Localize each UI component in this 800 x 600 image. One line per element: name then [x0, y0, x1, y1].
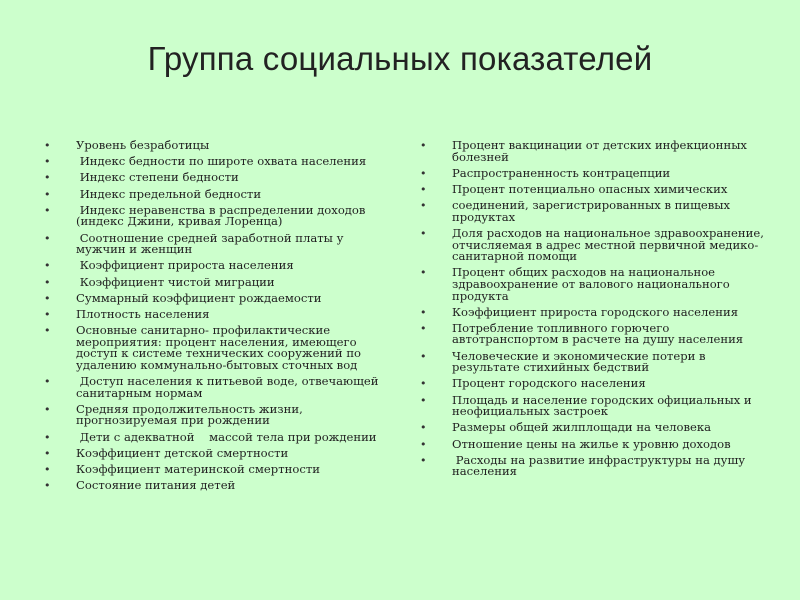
list-item: • Процент потенциально опасных химических [420, 184, 770, 196]
slide-title: Группа социальных показателей [147, 40, 653, 77]
list-item: • Индекс предельной бедности [44, 189, 390, 201]
list-item: • Уровень безработицы [44, 140, 390, 152]
list-item: • Потребление топливного горючего автотранспортом в расчете на душу населения [420, 323, 770, 346]
list-item: • Отношение цены на жилье к уровню доходов [420, 439, 770, 451]
list-item: • Доля расходов на национальное здравоохранение, отчисляемая в адрес местной первичной медико-санитарной помощи [420, 228, 770, 263]
list-item: • Соотношение средней заработной платы у мужчин и женщин [44, 233, 390, 256]
list-item: • Индекс степени бедности [44, 172, 390, 184]
list-item: • Индекс неравенства в распределении доходов (индекс Джини, кривая Лоренца) [44, 205, 390, 228]
list-item: • Процент общих расходов на национальное здравоохранение от валового национального продукта [420, 267, 770, 302]
list-item: • Коэффициент детской смертности [44, 448, 390, 460]
list-item: • Расходы на развитие инфраструктуры на душу населения [420, 455, 770, 478]
list-item: • Плотность населения [44, 309, 390, 321]
list-item: • Средняя продолжительность жизни, прогнозируемая при рождении [44, 404, 390, 427]
list-item: • Процент вакцинации от детских инфекционных болезней [420, 140, 770, 163]
list-item: • Дети с адекватной массой тела при рождении [44, 432, 390, 444]
list-item: • Коэффициент материнской смертности [44, 464, 390, 476]
list-item: • Коэффициент прироста городского населения [420, 307, 770, 319]
list-item: • Размеры общей жилплощади на человека [420, 422, 770, 434]
list-item: • Коэффициент прироста населения [44, 260, 390, 272]
list-item: • Человеческие и экономические потери в результате стихийных бедствий [420, 351, 770, 374]
list-item: • Суммарный коэффициент рождаемости [44, 293, 390, 305]
list-item: • Процент городского населения [420, 378, 770, 390]
right-indicator-list [420, 140, 770, 483]
list-item: • Индекс бедности по широте охвата населения [44, 156, 390, 168]
list-item: • Распространенность контрацепции [420, 168, 770, 180]
left-indicator-list [44, 140, 390, 496]
list-item: • Основные санитарно- профилактические мероприятия: процент населения, имеющего доступ к системе технических сооружений по удалению коммунально-бытовых сточных вод [44, 325, 390, 371]
list-item: • Коэффициент чистой миграции [44, 277, 390, 289]
list-item: • соединений, зарегистрированных в пищевых продуктах [420, 200, 770, 223]
list-item: • Доступ населения к питьевой воде, отвечающей санитарным нормам [44, 376, 390, 399]
list-item: • Состояние питания детей [44, 480, 390, 492]
list-item: • Площадь и население городских официальных и неофициальных застроек [420, 395, 770, 418]
